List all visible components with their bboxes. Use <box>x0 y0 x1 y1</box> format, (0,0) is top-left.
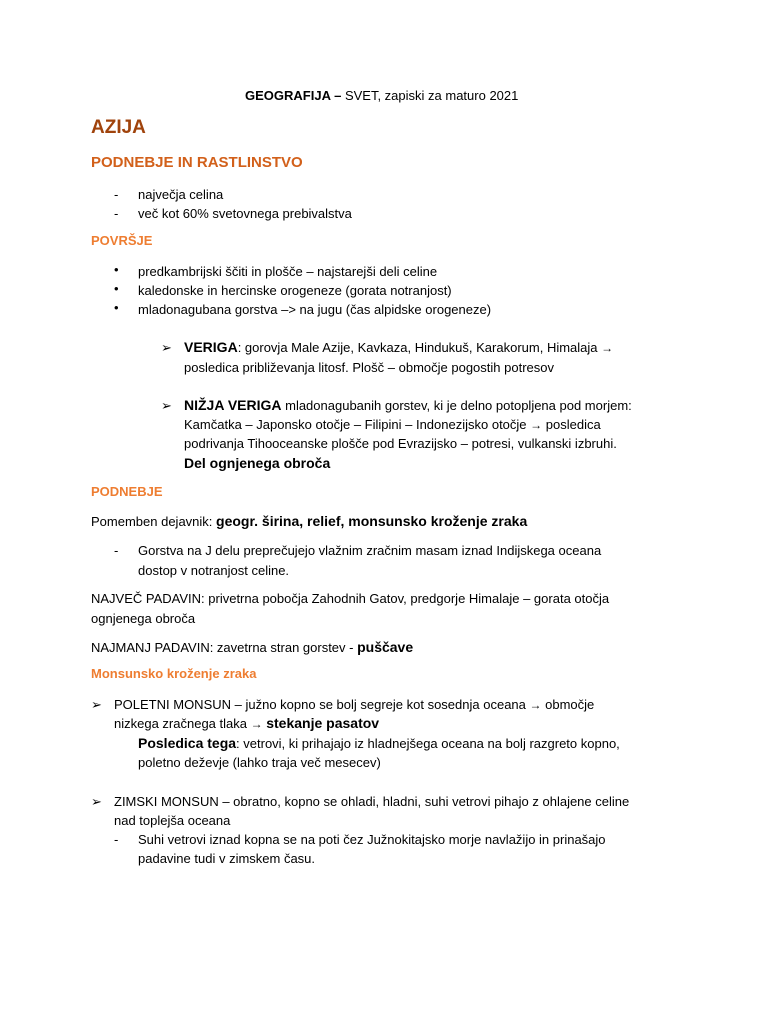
nizja-line-4: Del ognjenega obroča <box>184 455 331 471</box>
intro-item: več kot 60% svetovnega prebivalstva <box>138 206 352 221</box>
summer-consequence-line-2: poletno deževje (lahko traja več mesecev) <box>138 755 381 770</box>
dash-marker: - <box>114 832 119 847</box>
bullet-marker: • <box>114 281 119 296</box>
surface-item: predkambrijski ščiti in plošče – najstarejši deli celine <box>138 264 438 279</box>
least-rain-bold: puščave <box>357 639 414 655</box>
title-bold: GEOGRAFIJA – <box>245 88 342 103</box>
title-rest: SVET, zapiski za maturo 2021 <box>341 88 519 103</box>
most-rain-line-1: NAJVEČ PADAVIN: privetrna pobočja Zahodnih Gatov, predgorje Himalaje – gorata otočja <box>91 591 610 606</box>
bullet-marker: • <box>114 300 119 315</box>
summer-text: POLETNI MONSUN – južno kopno se bolj segreje kot sosednja oceana <box>114 697 526 712</box>
arrow-bullet-icon: ➢ <box>91 697 102 712</box>
winter-sub-line-1: Suhi vetrovi iznad kopna se na poti čez Južnokitajsko morje navlažijo in prinašajo <box>138 832 606 847</box>
arrow-right-icon: → <box>601 341 614 355</box>
summer-cons-label: Posledica tega <box>138 735 237 751</box>
arrow-bullet-icon: ➢ <box>91 794 102 809</box>
summer-line-1 <box>114 695 594 715</box>
arrow-right-icon: → <box>529 698 542 712</box>
arrow-right-icon: → <box>530 418 543 432</box>
summer-line-2 <box>114 714 379 734</box>
climate-factor <box>91 512 527 531</box>
winter-line-2: nad toplejša oceana <box>114 813 231 828</box>
surface-item: kaledonske in hercinske orogeneze (gorata notranjost) <box>138 283 452 298</box>
factor-label: Pomemben dejavnik: <box>91 514 217 529</box>
veriga-line-1 <box>184 338 613 358</box>
climate-heading: PODNEBJE <box>91 484 163 499</box>
dash-marker: - <box>114 187 119 202</box>
continent-heading: AZIJA <box>91 117 146 138</box>
nizja-text: posledica <box>545 417 601 432</box>
arrow-bullet-icon: ➢ <box>161 340 172 355</box>
summer-consequence-line-1 <box>138 734 620 753</box>
veriga-text: : gorovja Male Azije, Kavkaza, Hindukuš, Karakorum, Himalaja <box>237 340 598 355</box>
nizja-label: NIŽJA VERIGA <box>184 397 282 413</box>
nizja-line-2 <box>184 415 601 435</box>
dash-marker: - <box>114 206 119 221</box>
factor-bold: geogr. širina, relief, monsunsko kroženje zraka <box>216 513 528 529</box>
intro-item: največja celina <box>138 187 224 202</box>
winter-line-1: ZIMSKI MONSUN – obratno, kopno se ohladi, hladni, suhi vetrovi pihajo z ohlajene celine <box>114 794 630 809</box>
summer-cons-text: : vetrovi, ki prihajajo iz hladnejšega oceana na bolj razgreto kopno, <box>236 736 620 751</box>
nizja-text: mladonagubanih gorstev, ki je delno potopljena pod morjem: <box>281 398 632 413</box>
surface-item: mladonagubana gorstva –> na jugu (čas alpidske orogeneze) <box>138 302 492 317</box>
least-rain-text: NAJMANJ PADAVIN: zavetrna stran gorstev - <box>91 640 358 655</box>
bullet-marker: • <box>114 262 119 277</box>
winter-sub-line-2: padavine tudi v zimskem času. <box>138 851 316 866</box>
section-heading: PODNEBJE IN RASTLINSTVO <box>91 154 303 171</box>
surface-heading: POVRŠJE <box>91 233 153 248</box>
veriga-label: VERIGA <box>184 339 238 355</box>
summer-text: nizkega zračnega tlaka <box>114 716 247 731</box>
veriga-line-2: posledica približevanja litosf. Plošč – območje pogostih potresov <box>184 360 554 375</box>
arrow-bullet-icon: ➢ <box>161 398 172 413</box>
nizja-line-3: podrivanja Tihooceanske plošče pod Evrazijsko – potresi, vulkanski izbruhi. <box>184 436 617 451</box>
arrow-right-icon: → <box>250 717 263 731</box>
barrier-line-1: Gorstva na J delu preprečujejo vlažnim zračnim masam iznad Indijskega oceana <box>138 543 602 558</box>
summer-bold: stekanje pasatov <box>266 715 380 731</box>
summer-text: območje <box>545 697 595 712</box>
least-rain-line <box>91 638 413 657</box>
nizja-text: Kamčatka – Japonsko otočje – Filipini – Indonezijsko otočje <box>184 417 527 432</box>
document-title <box>245 86 518 105</box>
barrier-line-2: dostop v notranjost celine. <box>138 563 290 578</box>
most-rain-line-2: ognjenega obroča <box>91 611 196 626</box>
monsoon-heading: Monsunsko kroženje zraka <box>91 666 257 681</box>
dash-marker: - <box>114 543 119 558</box>
nizja-line-1 <box>184 396 632 415</box>
